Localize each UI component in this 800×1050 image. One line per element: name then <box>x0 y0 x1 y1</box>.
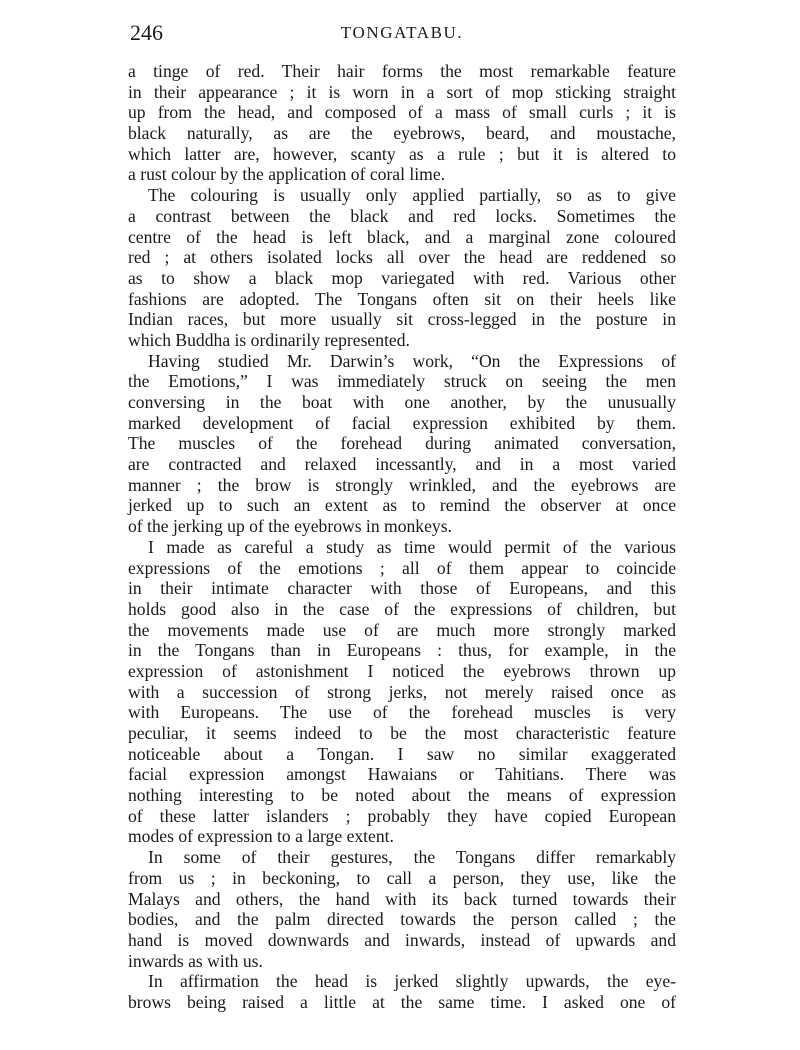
text-line: of these latter islanders ; probably they have copied European <box>128 805 676 826</box>
text-line: from us ; in beckoning, to call a person, they use, like the <box>128 867 676 888</box>
text-line: as to show a black mop variegated with red. Various other <box>128 267 676 288</box>
text-line: Malays and others, the hand with its back turned towards their <box>128 888 676 909</box>
text-line: which Buddha is ordinarily represented. <box>128 329 410 350</box>
text-line: a rust colour by the application of coral lime. <box>128 164 446 185</box>
text-line: manner ; the brow is strongly wrinkled, and the eyebrows are <box>128 474 676 495</box>
text-line: a contrast between the black and red locks. Sometimes the <box>128 205 676 226</box>
text-line: I made as careful a study as time would permit of the various <box>148 536 676 557</box>
text-line: of the jerking up of the eyebrows in monkeys. <box>128 516 452 537</box>
text-line: noticeable about a Tongan. I saw no similar exaggerated <box>128 743 676 764</box>
body-text <box>128 61 676 1013</box>
text-line: are contracted and relaxed incessantly, and in a most varied <box>128 454 676 475</box>
text-line: which latter are, however, scanty as a rule ; but it is altered to <box>128 143 676 164</box>
text-line: In some of their gestures, the Tongans differ remarkably <box>148 847 676 868</box>
text-line: red ; at others isolated locks all over the head are reddened so <box>128 247 676 268</box>
text-line: The colouring is usually only applied partially, so as to give <box>148 185 676 206</box>
text-line: conversing in the boat with one another, by the unusually <box>128 392 676 412</box>
text-line: bodies, and the palm directed towards the person called ; the <box>128 909 676 930</box>
text-line: marked development of facial expression exhibited by them. <box>128 412 676 433</box>
text-line: in their appearance ; it is worn in a sort of mop sticking straight <box>128 81 676 102</box>
text-line: The muscles of the forehead during animated conversation, <box>128 433 676 454</box>
text-line: the movements made use of are much more strongly marked <box>128 619 676 640</box>
text-line: peculiar, it seems indeed to be the most characteristic feature <box>128 723 676 743</box>
text-line: with a succession of strong jerks, not merely raised once as <box>128 681 676 702</box>
text-line: Having studied Mr. Darwin’s work, “On the Expressions of <box>148 350 676 371</box>
paragraph <box>128 185 676 351</box>
paragraph <box>128 61 676 185</box>
text-line: a tinge of red. Their hair forms the most remarkable feature <box>128 61 676 81</box>
text-line: inwards as with us. <box>128 950 263 971</box>
text-line: expressions of the emotions ; all of them appear to coincide <box>128 557 676 578</box>
text-line: holds good also in the case of the expressions of children, but <box>128 598 676 619</box>
text-line: up from the head, and composed of a mass of small curls ; it is <box>128 102 676 123</box>
text-line: black naturally, as are the eyebrows, beard, and moustache, <box>128 123 676 144</box>
running-head <box>128 14 676 54</box>
text-line: with Europeans. The use of the forehead muscles is very <box>128 702 676 723</box>
text-line: the Emotions,” I was immediately struck on seeing the men <box>128 371 676 392</box>
chapter-title: TONGATABU. <box>340 23 464 42</box>
paragraph <box>128 537 676 847</box>
text-line: brows being raised a little at the same time. I asked one of <box>128 991 676 1012</box>
text-line: fashions are adopted. The Tongans often sit on their heels like <box>128 288 676 309</box>
text-line: jerked up to such an extent as to remind the observer at once <box>128 495 676 516</box>
text-line: expression of astonishment I noticed the eyebrows thrown up <box>128 660 676 681</box>
text-line: modes of expression to a large extent. <box>128 826 394 847</box>
text-line: In affirmation the head is jerked slightly upwards, the eye- <box>148 971 676 992</box>
text-line: in their intimate character with those of Europeans, and this <box>128 578 676 599</box>
page-number: 246 <box>130 20 163 45</box>
paragraph <box>128 847 676 971</box>
text-line: Indian races, but more usually sit cross-legged in the posture in <box>128 309 676 330</box>
text-line: facial expression amongst Hawaians or Tahitians. There was <box>128 764 676 785</box>
paragraph <box>128 351 676 537</box>
text-line: nothing interesting to be noted about the means of expression <box>128 785 676 806</box>
text-line: hand is moved downwards and inwards, instead of upwards and <box>128 929 676 950</box>
text-line: in the Tongans than in Europeans : thus, for example, in the <box>128 640 676 661</box>
paragraph <box>128 971 676 1012</box>
text-line: centre of the head is left black, and a marginal zone coloured <box>128 226 676 247</box>
